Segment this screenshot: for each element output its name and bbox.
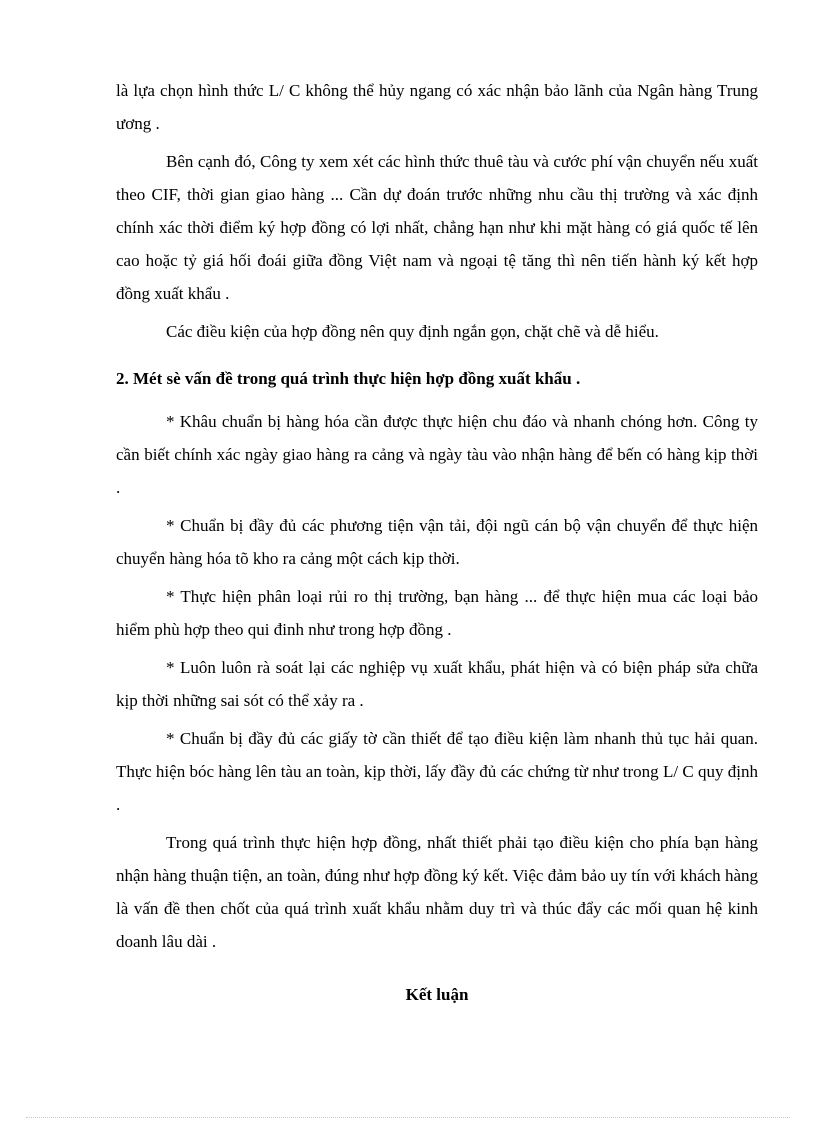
page-bottom-divider	[26, 1117, 790, 1118]
paragraph-shipping-considerations: Bên cạnh đó, Công ty xem xét các hình thức thuê tàu và cước phí vận chuyển nếu xuất theo CIF, thời gian giao hàng ... Cần dự đoán trước những nhu cầu thị trường và xác định chính xác thời điểm ký hợp đồng có lợi nhất, chẳng hạn như khi mặt hàng có giá quốc tế lên cao hoặc tỷ giá hối đoái giữa đồng Việt nam và ngoại tệ tăng thì nên tiến hành ký kết hợp đồng xuất khẩu .	[116, 152, 758, 303]
bullet-goods-preparation: * Khâu chuẩn bị hàng hóa cần được thực hiện chu đáo và nhanh chóng hơn. Công ty cần biết chính xác ngày giao hàng ra cảng và ngày tàu vào nhận hàng để bến có hàng kịp thời .	[116, 412, 758, 497]
document-page	[116, 74, 758, 1011]
bullet-customs-documents: * Chuẩn bị đầy đủ các giấy tờ cần thiết để tạo điều kiện làm nhanh thủ tục hải quan. Thực hiện bóc hàng lên tàu an toàn, kịp thời, lấy đầy đủ các chứng từ như trong L/ C quy định .	[116, 729, 758, 814]
paragraph-customer-reputation: Trong quá trình thực hiện hợp đồng, nhất thiết phải tạo điều kiện cho phía bạn hàng nhận hàng thuận tiện, an toàn, đúng như hợp đồng ký kết. Việc đảm bảo uy tín với khách hàng là vấn đề then chốt của quá trình xuất khẩu nhằm duy trì và thúc đẩy các mối quan hệ kinh doanh lâu dài .	[116, 833, 758, 951]
paragraph-contract-terms: Các điều kiện của hợp đồng nên quy định ngắn gọn, chặt chẽ và dễ hiểu.	[166, 322, 659, 341]
paragraph-continuation: là lựa chọn hình thức L/ C không thể hủy ngang có xác nhận bảo lãnh của Ngân hàng Trung ương .	[116, 81, 758, 133]
bullet-transport-preparation: * Chuẩn bị đầy đủ các phương tiện vận tải, đội ngũ cán bộ vận chuyển để thực hiện chuyển hàng hóa tõ kho ra cảng một cách kịp thời.	[116, 516, 758, 568]
bullet-review-operations: * Luôn luôn rà soát lại các nghiệp vụ xuất khẩu, phát hiện và có biện pháp sửa chữa kịp thời những sai sót có thể xảy ra .	[116, 658, 758, 710]
bullet-risk-insurance: * Thực hiện phân loại rủi ro thị trường, bạn hàng ... để thực hiện mua các loại bảo hiểm phù hợp theo qui đinh như trong hợp đồng .	[116, 587, 758, 639]
conclusion-heading: Kết luận	[405, 985, 469, 1004]
section-heading: 2. Mét sè vấn đề trong quá trình thực hiện hợp đồng xuất khẩu .	[116, 369, 581, 388]
